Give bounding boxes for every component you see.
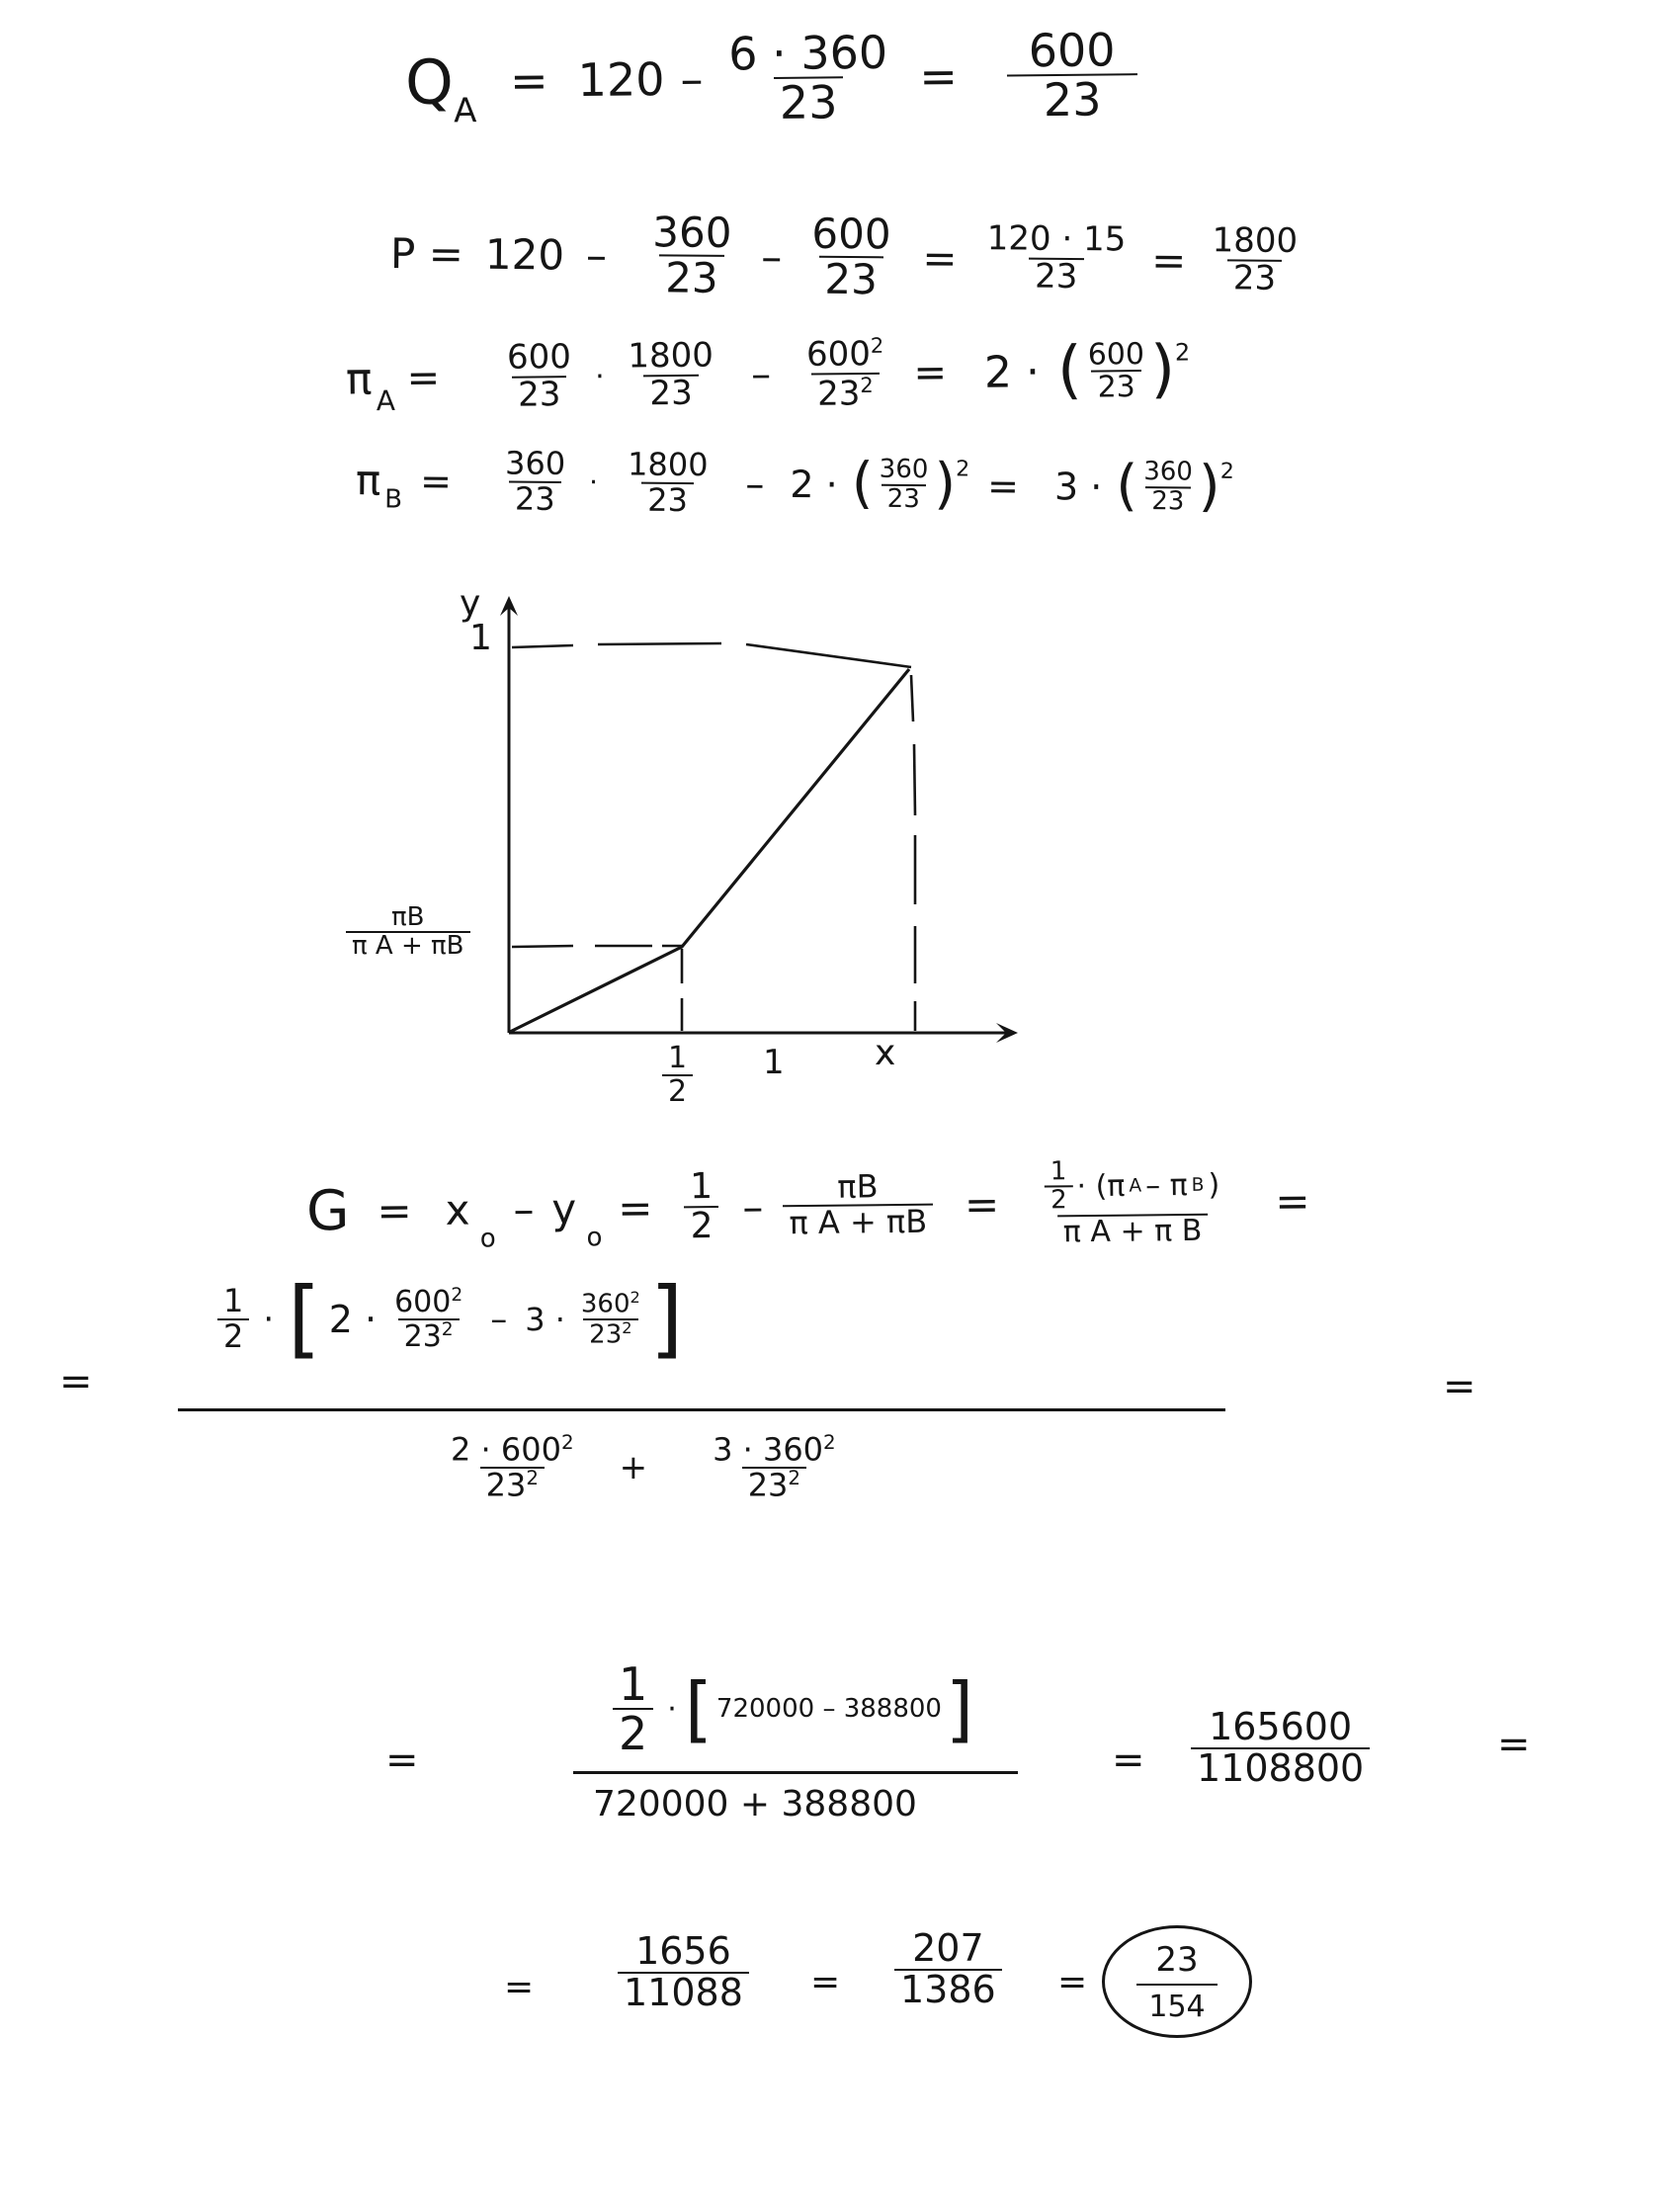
expanded-term1-coefficient: 2 · — [328, 1297, 378, 1341]
gini-rhs-sub-a: A — [1129, 1174, 1142, 1197]
pi-b-frac1-numerator: 360 — [504, 444, 566, 482]
dash-y1-b — [598, 643, 721, 644]
expanded-bracket-close: ] — [649, 1269, 684, 1369]
gini-rhs-denominator: π A + π B — [1057, 1213, 1209, 1247]
gini-half-numerator: 1 — [689, 1166, 714, 1208]
gini-minus: – — [513, 1184, 535, 1233]
gini-ratio-denominator: π A + πB — [783, 1204, 933, 1240]
denom-term2-exp: 2 — [823, 1431, 836, 1454]
pi-b-coefficient-1: 2 · — [790, 462, 838, 506]
pi-a-frac1-denominator: 23 — [512, 376, 567, 413]
lorenz-curve-line — [510, 669, 909, 1032]
gini-equals-4: = — [1275, 1176, 1310, 1226]
equation-qa — [404, 23, 1138, 130]
pi-b-minus: – — [745, 462, 765, 506]
chart-svg — [326, 558, 1077, 1112]
qa-frac2-denominator: 23 — [1007, 73, 1138, 125]
pi-b-paren1-exponent: 2 — [956, 457, 970, 482]
chart-y-value-label — [346, 904, 470, 961]
final-frac1-denominator: 11088 — [618, 1972, 749, 2013]
gini-rhs-open: · (π — [1076, 1168, 1126, 1204]
numeric-inner-expression: 720000 – 388800 — [715, 1694, 942, 1725]
numeric-fraction-bar — [573, 1771, 1018, 1774]
gini-minus-2: – — [742, 1182, 764, 1231]
p-frac4-denominator: 23 — [1227, 259, 1283, 297]
pi-b-equals: = — [419, 459, 453, 503]
p-frac1-denominator: 23 — [659, 254, 724, 300]
denom-term2-coefficient: 3 · 360 — [713, 1430, 824, 1469]
pi-a-equals: = — [406, 355, 441, 401]
numeric-result-denominator: 1108800 — [1191, 1747, 1370, 1789]
qa-frac1-numerator: 6 · 360 — [727, 25, 888, 81]
chart-x-tick-half — [662, 1043, 693, 1107]
p-minus-1: – — [585, 230, 608, 280]
qa-equals-2: = — [919, 49, 959, 104]
qa-frac2-numerator: 600 — [1028, 23, 1116, 78]
equation-numeric — [59, 1657, 1640, 1858]
p-equals-2: = — [1150, 235, 1187, 285]
numeric-equals-3: = — [1497, 1722, 1531, 1767]
denom-term1-exp: 2 — [560, 1431, 574, 1454]
expanded-term1-denominator: 23 — [403, 1318, 442, 1354]
expanded-term2-numerator: 360 — [580, 1289, 630, 1319]
p-frac2-denominator: 23 — [818, 256, 883, 302]
final-answer-denominator: 154 — [1148, 1989, 1206, 2024]
gini-x0-subscript: o — [479, 1224, 496, 1254]
chart-y-value-denominator: π A + πB — [346, 931, 470, 960]
pi-b-coefficient-2: 3 · — [1053, 464, 1103, 509]
pi-b-dot: · — [588, 466, 599, 499]
p-frac1-numerator: 360 — [652, 208, 732, 257]
pi-a-dot: · — [594, 359, 605, 394]
gini-equals-1: = — [377, 1185, 412, 1235]
pi-b-paren1-denominator: 23 — [882, 483, 926, 513]
equation-pi-b: π B = $\frac{360}{23}$ · $\frac{1800}{23}$ – 2 · ( $\frac{360}{23}$ ) 2 = 3 · ( $\frac{360}{23}$ ) 2 — [355, 444, 1234, 519]
qa-frac1-denominator: 23 — [774, 77, 844, 127]
final-frac1-numerator: 1656 — [635, 1929, 731, 1973]
pi-a-frac3-denominator: 23 — [816, 374, 861, 414]
expanded-dot: · — [263, 1299, 275, 1339]
gini-y0: y — [551, 1184, 577, 1233]
denom-term1-coefficient: 2 · 600 — [451, 1430, 561, 1469]
numeric-dot: · — [667, 1691, 677, 1727]
expanded-term2-coefficient: 3 · — [525, 1300, 565, 1338]
numeric-equals-2: = — [1112, 1738, 1145, 1783]
qa-equals-1: = — [509, 53, 548, 109]
final-frac2-numerator: 207 — [912, 1926, 984, 1970]
denom-term2-denominator: 23 — [747, 1466, 789, 1504]
dash-y1-a — [512, 645, 573, 647]
p-term-120: 120 — [484, 229, 565, 280]
dash-x1-b — [914, 744, 915, 815]
expanded-half-denominator: 2 — [217, 1318, 249, 1354]
p-equals-1: = — [922, 233, 958, 283]
p-frac4-numerator: 1800 — [1212, 220, 1299, 262]
dash-ylevel-a — [512, 946, 573, 947]
pi-b-symbol: π — [355, 456, 381, 505]
numeric-bracket-open: [ — [684, 1667, 713, 1751]
pi-b-frac2-numerator: 1800 — [627, 445, 709, 484]
final-frac2-denominator: 1386 — [894, 1969, 1002, 2010]
p-frac3-denominator: 23 — [1029, 258, 1084, 296]
chart-y-tick-1: 1 — [469, 618, 492, 658]
qa-subscript: A — [453, 90, 477, 130]
expanded-term2-numerator-exp: 2 — [630, 1287, 640, 1307]
expanded-term2-denominator-exp: 2 — [622, 1317, 632, 1337]
pi-b-paren2-numerator: 360 — [1143, 457, 1194, 487]
chart-x-tick-half-denominator: 2 — [662, 1074, 693, 1108]
pi-a-frac3-numerator: 600 — [805, 334, 872, 375]
pi-a-paren-exponent: 2 — [1174, 338, 1191, 367]
pi-a-frac3-numerator-exp: 2 — [870, 332, 884, 358]
qa-term-120: 120 — [577, 52, 665, 108]
numeric-result-numerator: 165600 — [1209, 1705, 1353, 1748]
gini-ratio-numerator: πB — [837, 1167, 879, 1207]
p-minus-2: – — [761, 231, 783, 282]
denom-plus: + — [619, 1448, 648, 1488]
pi-a-frac2-denominator: 23 — [643, 375, 699, 412]
qa-symbol: Q — [404, 45, 455, 119]
gini-rhs-sub-b: B — [1191, 1174, 1205, 1196]
final-equals-1: = — [504, 1967, 535, 2007]
pi-a-paren-denominator: 23 — [1091, 370, 1141, 403]
equation-gini-expanded — [59, 1269, 1601, 1542]
numeric-half-denominator: 2 — [613, 1708, 653, 1757]
gini-equals-3: = — [964, 1179, 1000, 1229]
pi-a-frac3-denominator-exp: 2 — [860, 372, 874, 398]
final-answer-circle — [1102, 1925, 1252, 2038]
final-answer-numerator: 23 — [1155, 1939, 1199, 1980]
equation-pi-a: π A = $\frac{600}{23}$ · $\frac{1800}{23}$ – $\frac{600^2}{23^2}$ = 2 · ( $\frac{600}{23}$ ) 2 — [345, 332, 1191, 418]
equation-final — [59, 1917, 1640, 2095]
gini-symbol: G — [305, 1178, 350, 1243]
gini-rhs-minus: – π — [1144, 1167, 1188, 1203]
gini-rhs-half-numerator: 1 — [1050, 1156, 1067, 1187]
pi-b-equals-2: = — [986, 464, 1020, 508]
p-frac3-numerator: 120 · 15 — [986, 218, 1127, 260]
equation-gini — [306, 1156, 1310, 1256]
pi-b-paren2-exponent: 2 — [1219, 460, 1234, 485]
expanded-equals: = — [59, 1359, 93, 1404]
expanded-term1-numerator-exp: 2 — [451, 1285, 463, 1307]
denom-term1-denominator: 23 — [485, 1466, 527, 1504]
gini-x0: x — [445, 1185, 470, 1234]
chart-y-value-numerator: πB — [391, 902, 425, 932]
main-fraction-bar — [178, 1408, 1225, 1411]
pi-b-subscript: B — [384, 484, 403, 515]
gini-rhs-half-denominator: 2 — [1045, 1185, 1073, 1215]
numeric-denominator: 720000 + 388800 — [593, 1784, 917, 1824]
p-frac2-numerator: 600 — [811, 209, 891, 259]
expanded-minus: – — [490, 1299, 508, 1339]
lorenz-curve-chart — [326, 558, 1077, 1112]
dash-y1-c — [746, 644, 911, 667]
expanded-bracket-open: [ — [288, 1269, 321, 1369]
pi-b-paren2-denominator: 23 — [1145, 486, 1190, 516]
final-equals-3: = — [1057, 1962, 1088, 2002]
final-equals-2: = — [810, 1962, 841, 2002]
numeric-half-numerator: 1 — [619, 1657, 648, 1711]
chart-x-axis-label: x — [875, 1033, 896, 1073]
pi-a-minus: – — [750, 351, 772, 398]
expanded-term1-denominator-exp: 2 — [441, 1318, 454, 1340]
pi-b-frac1-denominator: 23 — [509, 480, 561, 516]
denom-term2-denominator-exp: 2 — [788, 1467, 801, 1490]
p-lhs: P = — [389, 228, 464, 279]
chart-y-axis-label: y — [460, 583, 481, 624]
qa-minus: – — [680, 52, 704, 107]
pi-a-coefficient: 2 · — [983, 346, 1041, 398]
pi-a-symbol: π — [345, 353, 373, 404]
gini-y0-subscript: o — [586, 1223, 603, 1253]
numeric-bracket-close: ] — [945, 1667, 974, 1751]
gini-rhs-close: ) — [1208, 1167, 1220, 1203]
pi-a-frac2-numerator: 1800 — [628, 335, 714, 377]
expanded-term1-numerator: 600 — [394, 1285, 452, 1320]
pi-a-equals-2: = — [913, 350, 948, 396]
equation-p — [390, 209, 1304, 305]
pi-a-paren-numerator: 600 — [1087, 336, 1145, 373]
pi-b-frac2-denominator: 23 — [641, 481, 694, 517]
numeric-equals-1: = — [385, 1738, 419, 1783]
expanded-term2-denominator: 23 — [589, 1319, 623, 1350]
gini-half-denominator: 2 — [684, 1206, 718, 1245]
denom-term1-denominator-exp: 2 — [526, 1467, 539, 1490]
pi-a-subscript: A — [376, 383, 396, 418]
dash-x1-a — [911, 675, 913, 721]
chart-x-tick-half-numerator: 1 — [668, 1041, 688, 1075]
pi-a-frac1-numerator: 600 — [506, 337, 572, 379]
pi-b-paren1-numerator: 360 — [879, 455, 929, 485]
expanded-tail-equals: = — [1443, 1364, 1476, 1409]
expanded-half-numerator: 1 — [223, 1282, 244, 1319]
gini-equals-2: = — [617, 1183, 653, 1232]
chart-x-tick-one: 1 — [763, 1043, 785, 1082]
